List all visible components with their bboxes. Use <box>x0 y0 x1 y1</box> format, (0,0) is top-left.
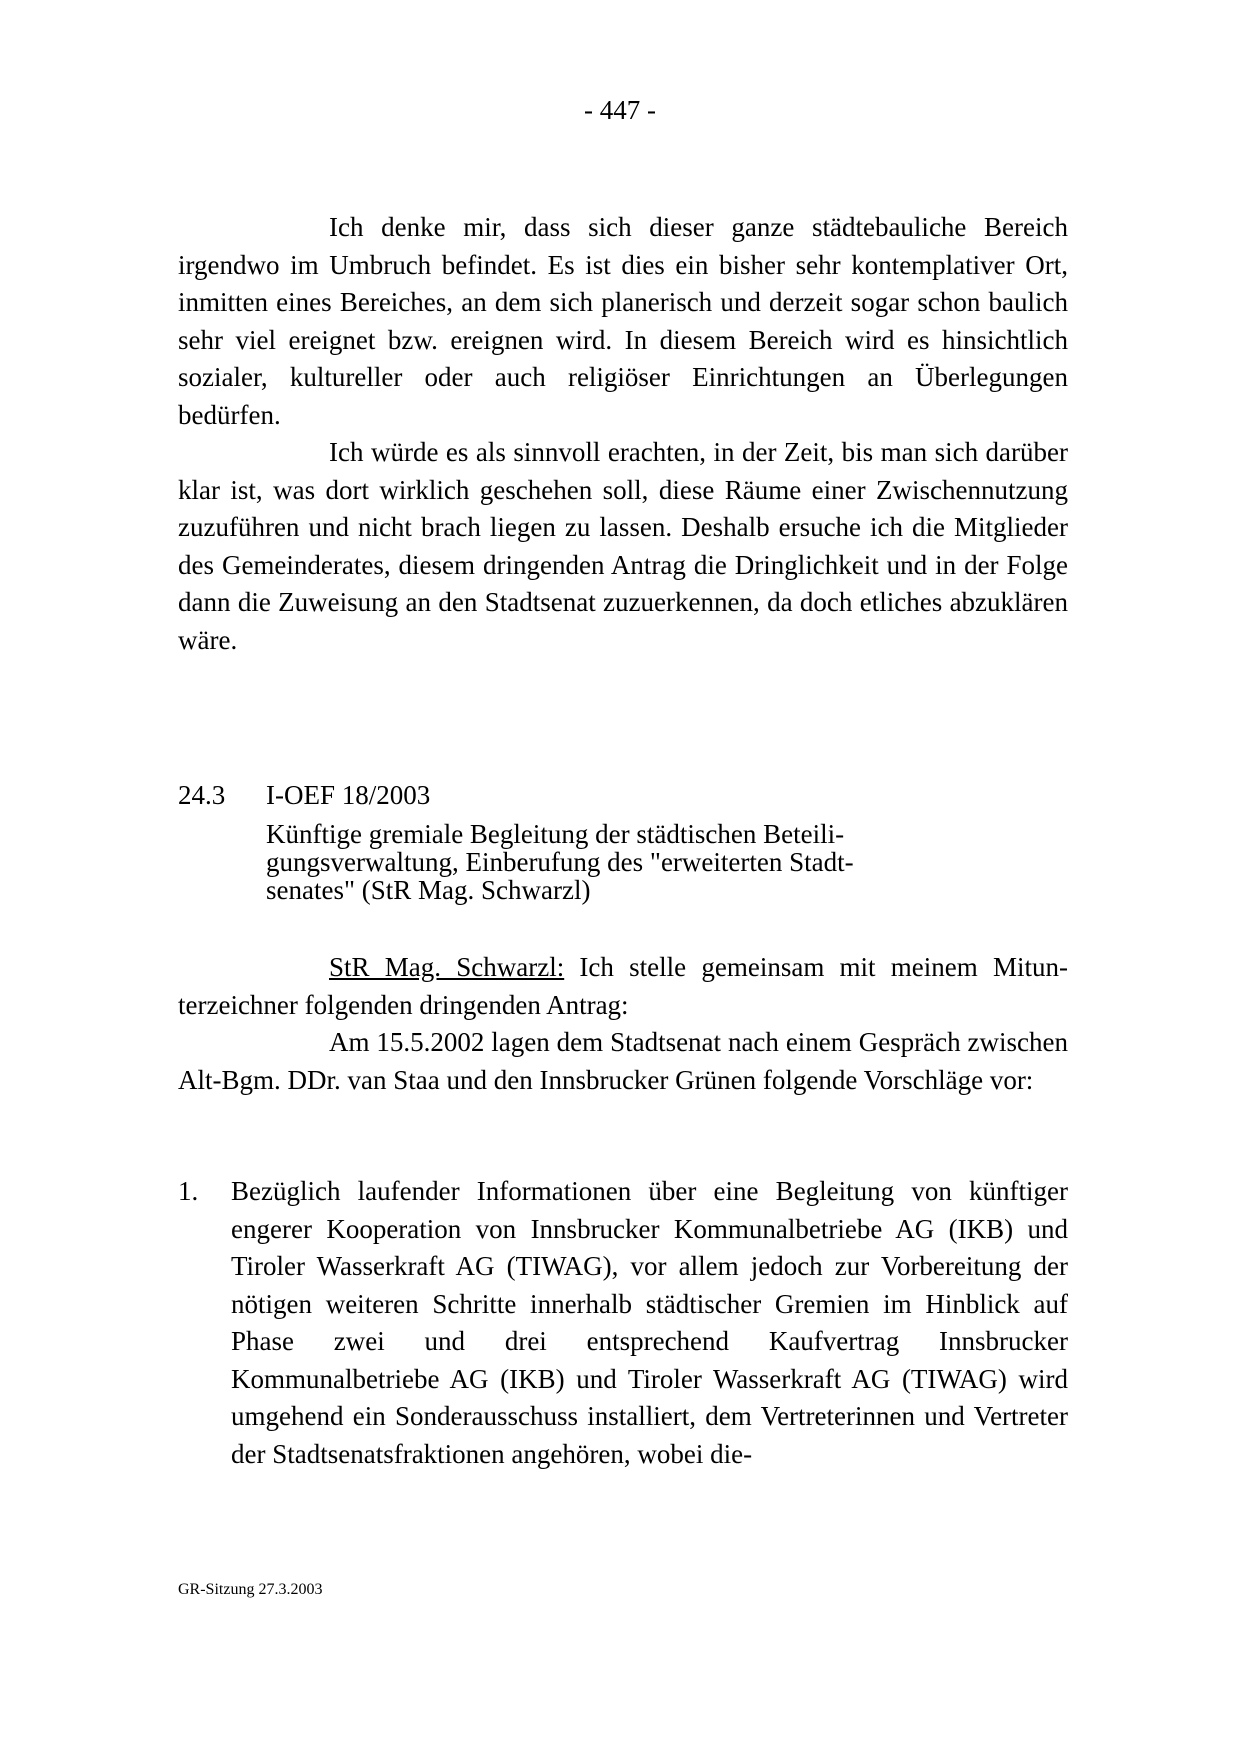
body-paragraph: Ich würde es als sinnvoll erachten, in der Zeit, bis man sich darüber klar ist, was dort wirklich geschehen soll, diese Räume einer Zwischennutzung zuzuführen und nicht brach liegen zu lassen. Deshalb ersuche ich die Mitglieder des Gemeinderates, diesem dringenden Antrag die Dringlichkeit und in der Folge dann die Zuweisung an den Stadtsenat zuzuerkennen, da doch etliches abzuklären wäre. <box>178 437 1068 655</box>
agenda-item-title-line: gungsverwaltung, Einberufung des "erweiterten Stadt- <box>266 847 854 877</box>
list-item-marker: 1. <box>178 1176 199 1206</box>
agenda-item-title-line: senates" (StR Mag. Schwarzl) <box>266 875 591 905</box>
body-paragraph: Am 15.5.2002 lagen dem Stadtsenat nach einem Gespräch zwischen Alt-Bgm. DDr. van Staa und den Innsbrucker Grünen folgende Vorschläge vor: <box>178 1027 1068 1095</box>
agenda-item-title <box>266 820 906 904</box>
agenda-item-title-line: Künftige gremiale Begleitung der städtischen Beteili- <box>266 819 845 849</box>
statement-text: Ich stelle gemeinsam mit meinem Mitunterzeichner folgenden dringenden Antrag: <box>178 952 1069 1020</box>
agenda-item-code: I-OEF 18/2003 <box>266 780 431 810</box>
body-paragraph: Ich denke mir, dass sich dieser ganze städtebauliche Bereich irgendwo im Umbruch befindet. Es ist dies ein bisher sehr kontemplativer Ort, inmitten eines Bereiches, an dem sich planerisch und derzeit sogar schon baulich sehr viel ereignet bzw. ereignen wird. In diesem Bereich wird es hinsichtlich sozialer, kultureller oder auch religiöser Einrichtungen an Überlegungen bedürfen. <box>178 212 1068 430</box>
list-item <box>178 1173 1068 1473</box>
statement-paragraph <box>178 949 1068 1024</box>
page-footer: GR-Sitzung 27.3.2003 <box>178 1581 323 1598</box>
list-item-text: Bezüglich laufender Informationen über eine Begleitung von künftiger engerer Kooperation von Innsbrucker Kommunalbetriebe AG (IKB) und Tiroler Wasserkraft AG (TIWAG), vor allem jedoch zur Vorbereitung der nötigen weiteren Schritte innerhalb städtischer Gremien im Hinblick auf Phase zwei und drei entsprechend Kaufvertrag Innsbrucker Kommunalbetriebe AG (IKB) und Tiroler Wasserkraft AG (TIWAG) wird umgehend ein Sonderausschuss installiert, dem Vertreterinnen und Vertreter der Stadtsenatsfraktionen angehören, wobei die- <box>231 1176 1068 1469</box>
speaker-name: StR Mag. Schwarzl: <box>329 952 565 982</box>
page-number: - 447 - <box>584 95 656 125</box>
agenda-item-number: 24.3 <box>178 780 226 810</box>
